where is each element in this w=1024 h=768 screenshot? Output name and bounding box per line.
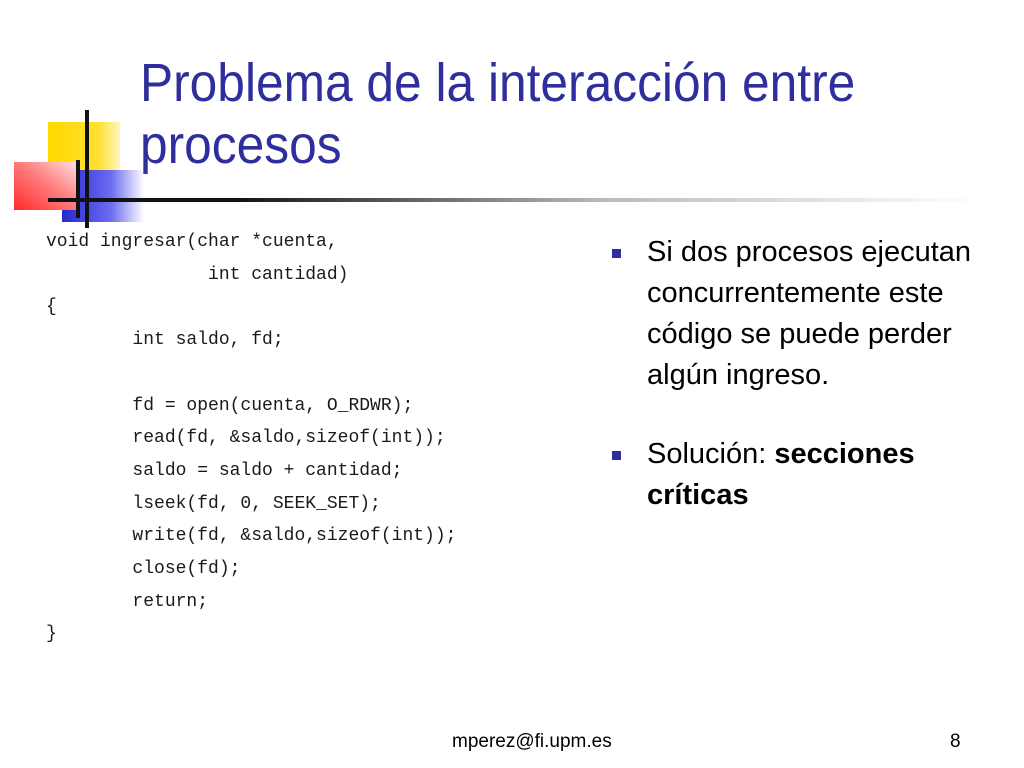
footer-email: mperez@fi.upm.es — [452, 731, 612, 752]
bullet-item — [606, 232, 1006, 396]
code-line: void ingresar(char *cuenta, — [46, 232, 338, 252]
code-line: close(fd); — [46, 559, 241, 580]
square-bullet-icon — [612, 249, 621, 258]
code-line: read(fd, &saldo,sizeof(int)); — [46, 428, 446, 449]
slide-title: Problema de la interacción entre procesos — [140, 53, 856, 175]
bullet-text-emphasis: secciones críticas — [647, 438, 915, 511]
code-line: int saldo, fd; — [46, 330, 284, 351]
code-line: write(fd, &saldo,sizeof(int)); — [46, 526, 457, 547]
corner-decoration — [0, 0, 160, 240]
code-line: } — [46, 624, 57, 645]
code-listing — [46, 226, 456, 651]
code-line: lseek(fd, 0, SEEK_SET); — [46, 493, 381, 514]
bullet-list — [606, 232, 1006, 554]
code-line: saldo = saldo + cantidad; — [46, 460, 403, 481]
page-number: 8 — [950, 731, 961, 752]
title-underline — [48, 198, 978, 202]
bullet-text-prefix: Solución: — [647, 438, 775, 470]
code-line: int cantidad) — [46, 264, 349, 285]
code-line: { — [46, 297, 57, 318]
bullet-item — [606, 434, 1006, 516]
code-line: return; — [46, 591, 209, 612]
code-line: fd = open(cuenta, O_RDWR); — [46, 395, 414, 416]
bullet-text: Si dos procesos ejecutan concurrentemente este código se puede perder algún ingreso. — [647, 236, 972, 391]
square-bullet-icon — [612, 451, 621, 460]
